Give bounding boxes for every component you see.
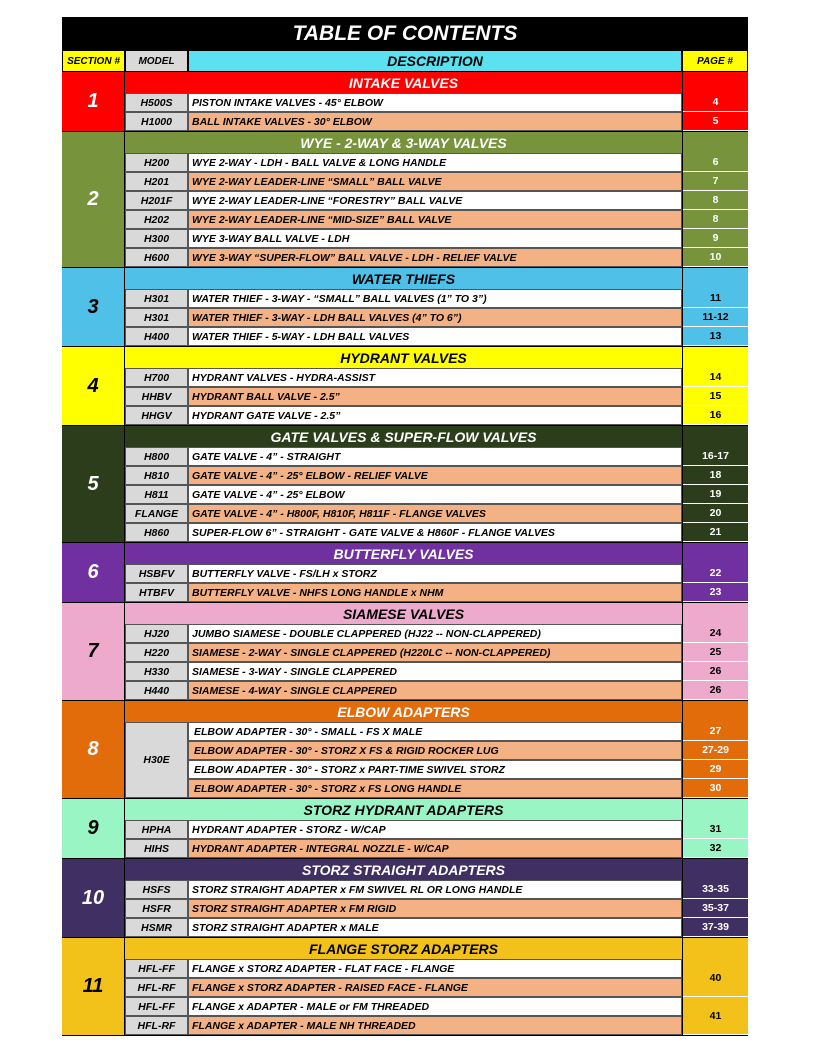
section-entries bbox=[125, 447, 682, 542]
description-cell: HYDRANT GATE VALVE - 2.5” bbox=[188, 406, 682, 425]
description-cell: STORZ STRAIGHT ADAPTER x FM SWIVEL RL OR LONG HANDLE bbox=[188, 880, 682, 899]
description-cell: WATER THIEF - 3-WAY - “SMALL” BALL VALVES (1” TO 3”) bbox=[188, 289, 682, 308]
table-row bbox=[125, 485, 682, 504]
description-cell: FLANGE x STORZ ADAPTER - FLAT FACE - FLANGE bbox=[188, 959, 682, 978]
page-column bbox=[682, 447, 748, 542]
section-7 bbox=[62, 603, 748, 701]
description-cell: GATE VALVE - 4” - STRAIGHT bbox=[188, 447, 682, 466]
section-body bbox=[125, 426, 748, 542]
model-cell: H301 bbox=[125, 308, 188, 327]
section-rows bbox=[125, 368, 748, 425]
section-entries bbox=[125, 93, 682, 131]
section-body bbox=[125, 938, 748, 1035]
table-row bbox=[125, 899, 682, 918]
section-body bbox=[125, 701, 748, 798]
model-cell: HFL-FF bbox=[125, 959, 188, 978]
section-rows bbox=[125, 153, 748, 267]
section-title-page-cell bbox=[682, 603, 748, 624]
description-cell: GATE VALVE - 4” - 25° ELBOW - RELIEF VALVE bbox=[188, 466, 682, 485]
section-rows bbox=[125, 820, 748, 858]
section-number: 2 bbox=[62, 132, 125, 267]
table-row bbox=[125, 918, 682, 937]
model-cell: H860 bbox=[125, 523, 188, 542]
model-cell: HFL-RF bbox=[125, 978, 188, 997]
description-cell: FLANGE x ADAPTER - MALE or FM THREADED bbox=[188, 997, 682, 1016]
section-entries bbox=[125, 722, 682, 798]
description-cell: PISTON INTAKE VALVES - 45° ELBOW bbox=[188, 93, 682, 112]
page-column bbox=[682, 880, 748, 937]
model-cell: H400 bbox=[125, 327, 188, 346]
section-title: STORZ HYDRANT ADAPTERS bbox=[125, 799, 682, 820]
table-row bbox=[125, 820, 682, 839]
page-number: 20 bbox=[683, 504, 748, 523]
section-11 bbox=[62, 938, 748, 1036]
section-title-page-cell bbox=[682, 543, 748, 564]
section-10 bbox=[62, 859, 748, 938]
section-8 bbox=[62, 701, 748, 799]
section-title-page-cell bbox=[682, 859, 748, 880]
section-number: 10 bbox=[62, 859, 125, 937]
table-row bbox=[125, 289, 682, 308]
section-rows bbox=[125, 880, 748, 937]
table-row bbox=[125, 387, 682, 406]
page-number: 29 bbox=[683, 760, 748, 779]
table-row bbox=[125, 93, 682, 112]
section-number: 11 bbox=[62, 938, 125, 1035]
section-rows bbox=[125, 564, 748, 602]
section-title-row bbox=[125, 347, 748, 368]
page-number: 9 bbox=[683, 229, 748, 248]
description-cell: SUPER-FLOW 6” - STRAIGHT - GATE VALVE & H860F - FLANGE VALVES bbox=[188, 523, 682, 542]
table-row bbox=[125, 978, 682, 997]
section-title: HYDRANT VALVES bbox=[125, 347, 682, 368]
description-cell: BALL INTAKE VALVES - 30° ELBOW bbox=[188, 112, 682, 131]
model-cell: H440 bbox=[125, 681, 188, 700]
section-body bbox=[125, 347, 748, 425]
section-body bbox=[125, 268, 748, 346]
section-title: SIAMESE VALVES bbox=[125, 603, 682, 624]
model-cell: H201F bbox=[125, 191, 188, 210]
page-column bbox=[682, 624, 748, 700]
description-cell: SIAMESE - 2-WAY - SINGLE CLAPPERED (H220LC -- NON-CLAPPERED) bbox=[188, 643, 682, 662]
description-cell: WYE 2-WAY LEADER-LINE “MID-SIZE” BALL VALVE bbox=[188, 210, 682, 229]
description-cell: FLANGE x ADAPTER - MALE NH THREADED bbox=[188, 1016, 682, 1035]
section-number: 5 bbox=[62, 426, 125, 542]
table-row bbox=[125, 959, 682, 978]
model-cell: H301 bbox=[125, 289, 188, 308]
description-cell: ELBOW ADAPTER - 30° - STORZ X FS & RIGID ROCKER LUG bbox=[188, 741, 682, 760]
section-title-page-cell bbox=[682, 799, 748, 820]
page-column bbox=[682, 153, 748, 267]
page-number: 8 bbox=[683, 210, 748, 229]
section-title-page-cell bbox=[682, 268, 748, 289]
page-number: 26 bbox=[683, 662, 748, 681]
description-cell: HYDRANT VALVES - HYDRA-ASSIST bbox=[188, 368, 682, 387]
table-row bbox=[125, 172, 682, 191]
section-2 bbox=[62, 132, 748, 268]
section-title: BUTTERFLY VALVES bbox=[125, 543, 682, 564]
section-title-row bbox=[125, 132, 748, 153]
section-entries bbox=[125, 880, 682, 937]
section-body bbox=[125, 543, 748, 602]
page-number: 4 bbox=[683, 93, 748, 112]
section-4 bbox=[62, 347, 748, 426]
model-cell: H810 bbox=[125, 466, 188, 485]
page-number: 30 bbox=[683, 779, 748, 798]
section-rows bbox=[125, 959, 748, 1035]
section-rows bbox=[125, 722, 748, 798]
model-cell: H200 bbox=[125, 153, 188, 172]
section-3 bbox=[62, 268, 748, 347]
page-column bbox=[682, 93, 748, 131]
table-row bbox=[125, 504, 682, 523]
model-cell: H202 bbox=[125, 210, 188, 229]
page-number: 7 bbox=[683, 172, 748, 191]
page-number: 10 bbox=[683, 248, 748, 267]
model-cell: H201 bbox=[125, 172, 188, 191]
section-number: 9 bbox=[62, 799, 125, 858]
section-body bbox=[125, 72, 748, 131]
page-number: 16-17 bbox=[683, 447, 748, 466]
table-row bbox=[125, 368, 682, 387]
model-cell: HIHS bbox=[125, 839, 188, 858]
section-body bbox=[125, 859, 748, 937]
page-number: 22 bbox=[683, 564, 748, 583]
section-title-row bbox=[125, 603, 748, 624]
section-number: 4 bbox=[62, 347, 125, 425]
table-row bbox=[125, 839, 682, 858]
description-cell: ELBOW ADAPTER - 30° - STORZ x FS LONG HANDLE bbox=[188, 779, 682, 798]
section-rows bbox=[125, 447, 748, 542]
table-row bbox=[125, 624, 682, 643]
section-title: GATE VALVES & SUPER-FLOW VALVES bbox=[125, 426, 682, 447]
section-number: 7 bbox=[62, 603, 125, 700]
table-row bbox=[125, 229, 682, 248]
page-number: 31 bbox=[683, 820, 748, 839]
description-cell: GATE VALVE - 4” - 25° ELBOW bbox=[188, 485, 682, 504]
model-cell: HFL-RF bbox=[125, 1016, 188, 1035]
description-cell: HYDRANT BALL VALVE - 2.5” bbox=[188, 387, 682, 406]
section-9 bbox=[62, 799, 748, 859]
description-cell: WATER THIEF - 5-WAY - LDH BALL VALVES bbox=[188, 327, 682, 346]
page-title: TABLE OF CONTENTS bbox=[62, 17, 748, 50]
section-body bbox=[125, 132, 748, 267]
section-title-row bbox=[125, 268, 748, 289]
table-row bbox=[125, 153, 682, 172]
description-cell: JUMBO SIAMESE - DOUBLE CLAPPERED (HJ22 -- NON-CLAPPERED) bbox=[188, 624, 682, 643]
description-cell: WYE 2-WAY - LDH - BALL VALVE & LONG HANDLE bbox=[188, 153, 682, 172]
page-number: 27 bbox=[683, 722, 748, 741]
table-row bbox=[125, 643, 682, 662]
section-rows bbox=[125, 624, 748, 700]
section-title: WATER THIEFS bbox=[125, 268, 682, 289]
page-number: 14 bbox=[683, 368, 748, 387]
table-row bbox=[125, 880, 682, 899]
section-body bbox=[125, 799, 748, 858]
description-cell: STORZ STRAIGHT ADAPTER x FM RIGID bbox=[188, 899, 682, 918]
description-cell: BUTTERFLY VALVE - NHFS LONG HANDLE x NHM bbox=[188, 583, 682, 602]
section-entries bbox=[125, 624, 682, 700]
page-number: 5 bbox=[683, 112, 748, 131]
model-cell: H300 bbox=[125, 229, 188, 248]
model-cell: H600 bbox=[125, 248, 188, 267]
section-title-page-cell bbox=[682, 426, 748, 447]
page-number: 27-29 bbox=[683, 741, 748, 760]
page-column bbox=[682, 722, 748, 798]
model-cell: FLANGE bbox=[125, 504, 188, 523]
section-title: FLANGE STORZ ADAPTERS bbox=[125, 938, 682, 959]
page-number: 21 bbox=[683, 523, 748, 542]
model-cell: H811 bbox=[125, 485, 188, 504]
table-row bbox=[125, 662, 682, 681]
model-cell: HSFR bbox=[125, 899, 188, 918]
model-cell: HTBFV bbox=[125, 583, 188, 602]
merged-entries bbox=[125, 722, 682, 798]
model-cell: HSBFV bbox=[125, 564, 188, 583]
page-number: 26 bbox=[683, 681, 748, 700]
model-cell: HPHA bbox=[125, 820, 188, 839]
header-model: MODEL bbox=[125, 50, 188, 72]
table-row bbox=[125, 466, 682, 485]
description-cell: SIAMESE - 3-WAY - SINGLE CLAPPERED bbox=[188, 662, 682, 681]
description-cell: GATE VALVE - 4” - H800F, H810F, H811F - FLANGE VALVES bbox=[188, 504, 682, 523]
section-entries bbox=[125, 289, 682, 346]
header-description: DESCRIPTION bbox=[188, 50, 682, 72]
section-rows bbox=[125, 289, 748, 346]
table-row bbox=[125, 997, 682, 1016]
section-title-row bbox=[125, 799, 748, 820]
description-cell: WYE 2-WAY LEADER-LINE “FORESTRY” BALL VALVE bbox=[188, 191, 682, 210]
sections-container bbox=[62, 72, 748, 1036]
model-cell: HFL-FF bbox=[125, 997, 188, 1016]
page-number: 11 bbox=[683, 289, 748, 308]
table-row bbox=[125, 327, 682, 346]
model-cell: HHGV bbox=[125, 406, 188, 425]
model-cell: HSFS bbox=[125, 880, 188, 899]
section-title-row bbox=[125, 426, 748, 447]
table-row bbox=[125, 583, 682, 602]
section-number: 1 bbox=[62, 72, 125, 131]
description-cell: FLANGE x STORZ ADAPTER - RAISED FACE - FLANGE bbox=[188, 978, 682, 997]
model-cell: H330 bbox=[125, 662, 188, 681]
page-number: 24 bbox=[683, 624, 748, 643]
table-row bbox=[125, 112, 682, 131]
description-cell: WATER THIEF - 3-WAY - LDH BALL VALVES (4” TO 6”) bbox=[188, 308, 682, 327]
description-cell: ELBOW ADAPTER - 30° - STORZ x PART-TIME SWIVEL STORZ bbox=[188, 760, 682, 779]
section-entries bbox=[125, 959, 682, 1035]
page-number: 23 bbox=[683, 583, 748, 602]
page-number: 33-35 bbox=[683, 880, 748, 899]
table-row bbox=[125, 191, 682, 210]
section-title-row bbox=[125, 859, 748, 880]
section-entries bbox=[125, 368, 682, 425]
page-number: 15 bbox=[683, 387, 748, 406]
table-row bbox=[125, 1016, 682, 1035]
model-cell: HSMR bbox=[125, 918, 188, 937]
section-number: 8 bbox=[62, 701, 125, 798]
description-cell: HYDRANT ADAPTER - INTEGRAL NOZZLE - W/CAP bbox=[188, 839, 682, 858]
section-title-row bbox=[125, 543, 748, 564]
page-number: 41 bbox=[683, 997, 748, 1035]
table-row bbox=[125, 308, 682, 327]
table-row bbox=[125, 564, 682, 583]
description-cell: WYE 2-WAY LEADER-LINE “SMALL” BALL VALVE bbox=[188, 172, 682, 191]
page-number: 25 bbox=[683, 643, 748, 662]
header-row bbox=[62, 50, 748, 72]
section-title-row bbox=[125, 72, 748, 93]
page-number: 11-12 bbox=[683, 308, 748, 327]
section-number: 6 bbox=[62, 543, 125, 602]
section-body bbox=[125, 603, 748, 700]
section-6 bbox=[62, 543, 748, 603]
page-number: 37-39 bbox=[683, 918, 748, 937]
section-title-page-cell bbox=[682, 938, 748, 959]
model-cell: H500S bbox=[125, 93, 188, 112]
description-cell: BUTTERFLY VALVE - FS/LH x STORZ bbox=[188, 564, 682, 583]
description-cell: WYE 3-WAY BALL VALVE - LDH bbox=[188, 229, 682, 248]
description-cell: SIAMESE - 4-WAY - SINGLE CLAPPERED bbox=[188, 681, 682, 700]
description-cell: HYDRANT ADAPTER - STORZ - W/CAP bbox=[188, 820, 682, 839]
section-rows bbox=[125, 93, 748, 131]
section-title-page-cell bbox=[682, 347, 748, 368]
section-title-page-cell bbox=[682, 72, 748, 93]
section-title: ELBOW ADAPTERS bbox=[125, 701, 682, 722]
description-cell: ELBOW ADAPTER - 30° - SMALL - FS X MALE bbox=[188, 722, 682, 741]
page-column bbox=[682, 368, 748, 425]
section-entries bbox=[125, 820, 682, 858]
page-number: 16 bbox=[683, 406, 748, 425]
table-of-contents bbox=[62, 17, 748, 1036]
page-column bbox=[682, 959, 748, 1035]
page-number: 6 bbox=[683, 153, 748, 172]
section-1 bbox=[62, 72, 748, 132]
table-row bbox=[125, 248, 682, 267]
model-cell: H30E bbox=[125, 722, 188, 798]
section-title: INTAKE VALVES bbox=[125, 72, 682, 93]
section-title-row bbox=[125, 701, 748, 722]
model-cell: HJ20 bbox=[125, 624, 188, 643]
table-row bbox=[125, 406, 682, 425]
page-number: 8 bbox=[683, 191, 748, 210]
header-section: SECTION # bbox=[62, 50, 125, 72]
model-cell: H800 bbox=[125, 447, 188, 466]
page-column bbox=[682, 820, 748, 858]
table-row bbox=[125, 210, 682, 229]
model-cell: HHBV bbox=[125, 387, 188, 406]
section-number: 3 bbox=[62, 268, 125, 346]
model-cell: H700 bbox=[125, 368, 188, 387]
page-number: 40 bbox=[683, 959, 748, 997]
merged-descriptions bbox=[188, 722, 682, 798]
page-number: 19 bbox=[683, 485, 748, 504]
section-title-page-cell bbox=[682, 701, 748, 722]
table-row bbox=[125, 523, 682, 542]
page-column bbox=[682, 289, 748, 346]
section-entries bbox=[125, 564, 682, 602]
section-title: WYE - 2-WAY & 3-WAY VALVES bbox=[125, 132, 682, 153]
page-number: 13 bbox=[683, 327, 748, 346]
section-title: STORZ STRAIGHT ADAPTERS bbox=[125, 859, 682, 880]
description-cell: STORZ STRAIGHT ADAPTER x MALE bbox=[188, 918, 682, 937]
model-cell: H220 bbox=[125, 643, 188, 662]
table-row bbox=[125, 447, 682, 466]
page-number: 32 bbox=[683, 839, 748, 858]
page-number: 18 bbox=[683, 466, 748, 485]
page-number: 35-37 bbox=[683, 899, 748, 918]
section-title-page-cell bbox=[682, 132, 748, 153]
header-page: PAGE # bbox=[682, 50, 748, 72]
section-5 bbox=[62, 426, 748, 543]
page-column bbox=[682, 564, 748, 602]
section-title-row bbox=[125, 938, 748, 959]
model-cell: H1000 bbox=[125, 112, 188, 131]
description-cell: WYE 3-WAY “SUPER-FLOW” BALL VALVE - LDH - RELIEF VALVE bbox=[188, 248, 682, 267]
section-entries bbox=[125, 153, 682, 267]
table-row bbox=[125, 681, 682, 700]
